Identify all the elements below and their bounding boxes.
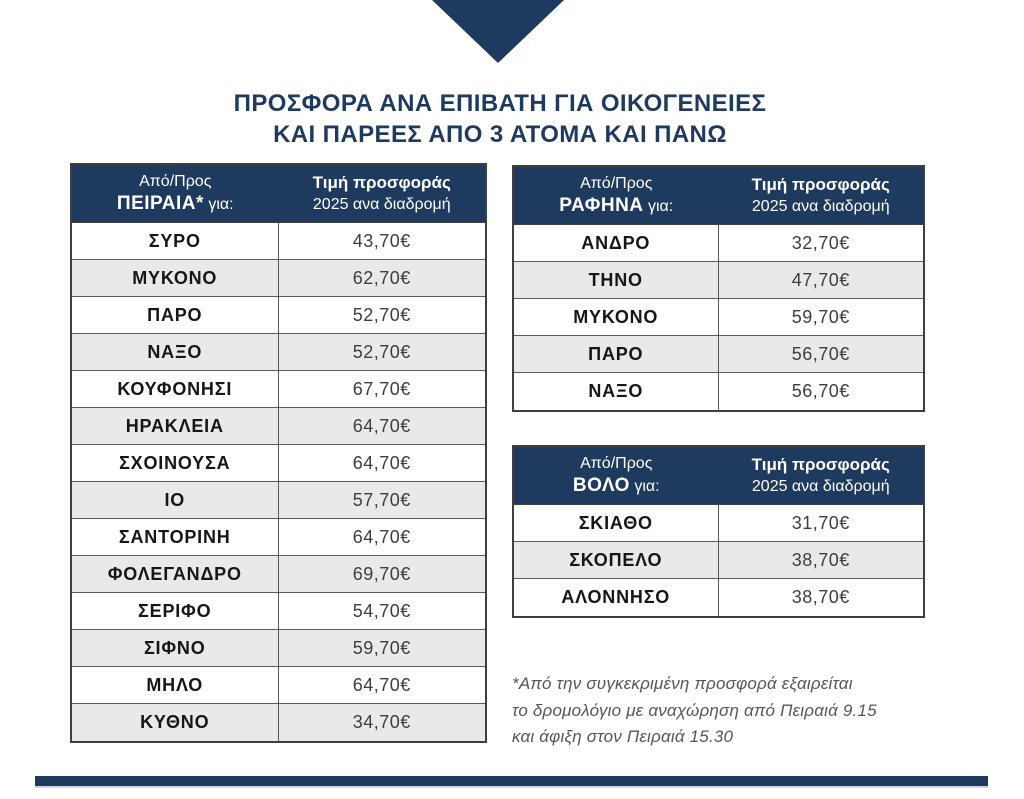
destination-cell: ΝΑΞΟ bbox=[514, 373, 719, 410]
header-port-name: ΠΕΙΡΑΙΑ* bbox=[116, 193, 204, 214]
price-cell: 34,70€ bbox=[352, 712, 411, 732]
page-title-line-1: ΠΡΟΣΦΟΡΑ ΑΝΑ ΕΠΙΒΑΤΗ ΓΙΑ ΟΙΚΟΓΕΝΕΙΕΣ bbox=[233, 90, 767, 117]
price-cell: 52,70€ bbox=[352, 304, 411, 325]
table-row bbox=[72, 223, 485, 260]
destination-cell: ΜΥΚΟΝΟ bbox=[72, 260, 279, 296]
header-from-to-label: Από/Προς bbox=[580, 175, 653, 192]
header-price-cell bbox=[719, 447, 924, 504]
destination-cell: ΙΟ bbox=[72, 482, 279, 518]
price-cell: 31,70€ bbox=[791, 512, 850, 533]
price-cell: 64,70€ bbox=[352, 526, 411, 547]
table-row bbox=[514, 299, 923, 336]
destination-cell: ΠΑΡΟ bbox=[72, 297, 279, 333]
table-row bbox=[72, 482, 485, 519]
price-cell: 57,70€ bbox=[352, 489, 411, 510]
table-row bbox=[514, 225, 923, 262]
header-from-to-label: Από/Προς bbox=[580, 455, 653, 472]
table-header bbox=[72, 165, 485, 223]
price-cell: 64,70€ bbox=[352, 452, 411, 473]
destination-cell: ΑΛΟΝΝΗΣΟ bbox=[514, 579, 719, 616]
header-for-label: για: bbox=[208, 196, 234, 213]
footnote-line-1: *Από την συγκεκριμένη προσφορά εξαιρείται bbox=[512, 674, 853, 693]
header-port-name: ΒΟΛΟ bbox=[572, 475, 630, 496]
header-for-label: για: bbox=[647, 198, 674, 215]
header-price-title: Τιμή προσφοράς bbox=[751, 454, 890, 474]
header-price-subtitle: 2025 ανα διαδρομή bbox=[751, 197, 890, 215]
destination-cell: ΣΕΡΙΦΟ bbox=[72, 593, 279, 629]
destination-cell: ΣΧΟΙΝΟΥΣΑ bbox=[72, 445, 279, 481]
table-row bbox=[72, 445, 485, 482]
table-row bbox=[514, 336, 923, 373]
destination-cell: ΦΟΛΕΓΑΝΔΡΟ bbox=[72, 556, 279, 592]
piraeus-price-table bbox=[70, 163, 487, 743]
decorative-bottom-bar bbox=[35, 776, 988, 788]
destination-cell: ΑΝΔΡΟ bbox=[514, 225, 719, 261]
header-price-title: Τιμή προσφοράς bbox=[751, 174, 890, 194]
destination-cell: ΝΑΞΟ bbox=[72, 334, 279, 370]
page-title-line-2: ΚΑΙ ΠΑΡΕΕΣ ΑΠΟ 3 ΑΤΟΜΑ ΚΑΙ ΠΑΝΩ bbox=[273, 121, 727, 148]
table-body bbox=[72, 223, 485, 741]
table-row bbox=[72, 371, 485, 408]
header-port-name: ΡΑΦΗΝΑ bbox=[559, 195, 644, 216]
table-header bbox=[514, 447, 923, 505]
price-cell: 64,70€ bbox=[352, 674, 411, 695]
table-body bbox=[514, 225, 923, 410]
destination-cell: ΗΡΑΚΛΕΙΑ bbox=[72, 408, 279, 444]
header-from-to-label: Από/Προς bbox=[139, 173, 212, 190]
table-header bbox=[514, 167, 923, 225]
table-row bbox=[72, 630, 485, 667]
price-cell: 54,70€ bbox=[352, 600, 411, 621]
table-row bbox=[514, 542, 923, 579]
table-row bbox=[72, 408, 485, 445]
destination-cell: ΜΗΛΟ bbox=[72, 667, 279, 703]
header-for-label: για: bbox=[634, 478, 660, 495]
header-price-cell bbox=[279, 165, 486, 222]
price-cell: 32,70€ bbox=[791, 232, 850, 253]
header-price-subtitle: 2025 ανα διαδρομή bbox=[751, 477, 890, 495]
footnote-line-3: και άφιξη στον Πειραιά 15.30 bbox=[512, 727, 734, 746]
destination-cell: ΣΑΝΤΟΡΙΝΗ bbox=[72, 519, 279, 555]
price-cell: 52,70€ bbox=[352, 341, 411, 362]
header-from-to-cell bbox=[514, 447, 719, 504]
destination-cell: ΣΚΙΑΘΟ bbox=[514, 505, 719, 541]
price-cell: 69,70€ bbox=[352, 563, 411, 584]
price-cell: 62,70€ bbox=[352, 267, 411, 288]
table-body bbox=[514, 505, 923, 616]
table-row bbox=[514, 579, 923, 616]
decorative-triangle-down-icon bbox=[432, 0, 564, 63]
header-price-cell bbox=[719, 167, 924, 224]
destination-cell: ΣΥΡΟ bbox=[72, 223, 279, 259]
page-title bbox=[0, 88, 1000, 150]
destination-cell: ΣΚΟΠΕΛΟ bbox=[514, 542, 719, 578]
footnote-line-2: το δρομολόγιο με αναχώρηση από Πειραιά 9.15 bbox=[512, 700, 877, 720]
volos-price-table bbox=[512, 445, 925, 618]
price-cell: 38,70€ bbox=[791, 587, 850, 607]
destination-cell: ΚΥΘΝΟ bbox=[72, 704, 279, 741]
table-row bbox=[72, 260, 485, 297]
price-cell: 47,70€ bbox=[791, 269, 850, 290]
price-cell: 56,70€ bbox=[791, 381, 850, 401]
price-cell: 67,70€ bbox=[352, 378, 411, 399]
table-row bbox=[72, 297, 485, 334]
table-row bbox=[72, 556, 485, 593]
destination-cell: ΣΙΦΝΟ bbox=[72, 630, 279, 666]
price-cell: 64,70€ bbox=[352, 415, 411, 436]
destination-cell: ΜΥΚΟΝΟ bbox=[514, 299, 719, 335]
rafina-price-table bbox=[512, 165, 925, 412]
exclusion-footnote bbox=[512, 671, 932, 751]
price-cell: 38,70€ bbox=[791, 549, 850, 570]
table-row bbox=[72, 334, 485, 371]
table-row bbox=[514, 262, 923, 299]
table-row bbox=[514, 505, 923, 542]
header-from-to-cell bbox=[514, 167, 719, 224]
destination-cell: ΤΗΝΟ bbox=[514, 262, 719, 298]
header-from-to-cell bbox=[72, 165, 279, 222]
destination-cell: ΚΟΥΦΟΝΗΣΙ bbox=[72, 371, 279, 407]
header-price-title: Τιμή προσφοράς bbox=[312, 172, 451, 192]
table-row bbox=[72, 667, 485, 704]
header-price-subtitle: 2025 ανα διαδρομή bbox=[312, 195, 451, 213]
table-row bbox=[72, 593, 485, 630]
price-cell: 59,70€ bbox=[791, 306, 850, 327]
price-cell: 59,70€ bbox=[352, 637, 411, 658]
price-cell: 56,70€ bbox=[791, 343, 850, 364]
table-row bbox=[514, 373, 923, 410]
table-row bbox=[72, 704, 485, 741]
destination-cell: ΠΑΡΟ bbox=[514, 336, 719, 372]
table-row bbox=[72, 519, 485, 556]
price-cell: 43,70€ bbox=[352, 230, 411, 251]
